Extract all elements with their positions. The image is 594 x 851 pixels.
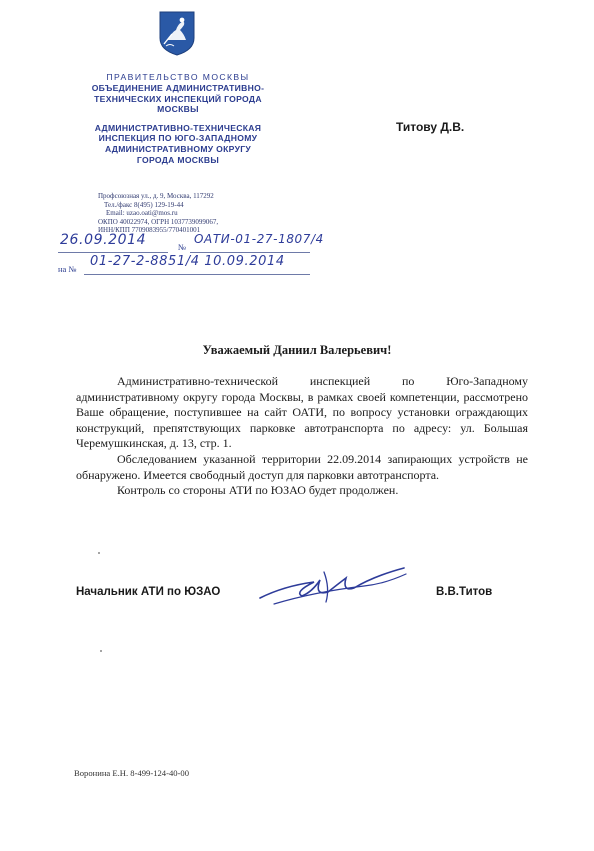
registration-date: 26.09.2014 <box>60 232 147 248</box>
registration-number: ОАТИ-01-27-1807/4 <box>194 232 324 246</box>
moscow-coat-of-arms-icon <box>158 10 196 56</box>
number-underline <box>190 252 310 253</box>
letter-body <box>76 374 528 499</box>
contact-okpo: ОКПО 40022974, ОГРН 1037739099067, <box>98 217 219 226</box>
reference-number: 01-27-2-8851/4 10.09.2014 <box>90 254 285 269</box>
association-line: ОБЪЕДИНЕНИЕ АДМИНИСТРАТИВНО- <box>91 83 265 93</box>
scan-speck <box>100 650 102 652</box>
number-label: № <box>178 242 187 252</box>
inspection-line: АДМИНИСТРАТИВНО-ТЕХНИЧЕСКАЯ <box>94 122 262 133</box>
letterhead-organization <box>60 72 296 165</box>
letterhead-contacts <box>98 192 278 235</box>
inspection-line: ГОРОДА МОСКВЫ <box>136 154 220 165</box>
inspection-line: ИНСПЕКЦИЯ ПО ЮГО-ЗАПАДНОМУ <box>98 133 258 144</box>
body-paragraph: Административно-технической инспекцией по Юго-Западному административному округу города Москвы, в рамках своей компетенции, рассмотрено Ваше обращение, поступившее на сайт ОАТИ, по вопросу установки ограждающих конструкций, препятствующих парковке автотранспорта по адресу: ул. Большая Черемушкинская, д. 13, стр. 1. <box>76 374 528 451</box>
date-underline <box>58 252 168 253</box>
association-line: ТЕХНИЧЕСКИХ ИНСПЕКЦИЙ ГОРОДА <box>94 93 262 104</box>
reference-underline <box>84 274 310 275</box>
contact-inn: ИНН/КПП 7709083955/770401001 <box>98 226 201 235</box>
addressee: Титову Д.В. <box>396 120 465 134</box>
signer-name: В.В.Титов <box>436 586 493 598</box>
contact-email: Email: uzao.oati@mos.ru <box>106 209 178 218</box>
executor-contact: Воронина Е.Н. 8-499-124-40-00 <box>74 768 189 778</box>
contact-phone: Тел./факс 8(495) 129-19-44 <box>104 200 184 209</box>
inspection-line: АДМИНИСТРАТИВНОМУ ОКРУГУ <box>104 143 252 154</box>
body-paragraph: Контроль со стороны АТИ по ЮЗАО будет продолжен. <box>117 483 399 498</box>
handwritten-signature <box>254 562 414 614</box>
association-name <box>60 83 296 115</box>
contact-address: Профсоюзная ул., д. 9, Москва, 117292 <box>98 192 214 200</box>
government-name: ПРАВИТЕЛЬСТВО МОСКВЫ <box>106 72 250 82</box>
association-line: МОСКВЫ <box>157 104 199 115</box>
scan-speck <box>98 552 100 554</box>
salutation: Уважаемый Даниил Валерьевич! <box>202 343 392 357</box>
signer-position: Начальник АТИ по ЮЗАО <box>76 586 221 598</box>
inspection-name <box>60 123 296 165</box>
body-paragraph: Обследованием указанной территории 22.09.2014 запирающих устройств не обнаружено. Имеется свободный доступ для парковки автотранспорта. <box>76 451 528 482</box>
reference-label: на № <box>58 264 77 274</box>
